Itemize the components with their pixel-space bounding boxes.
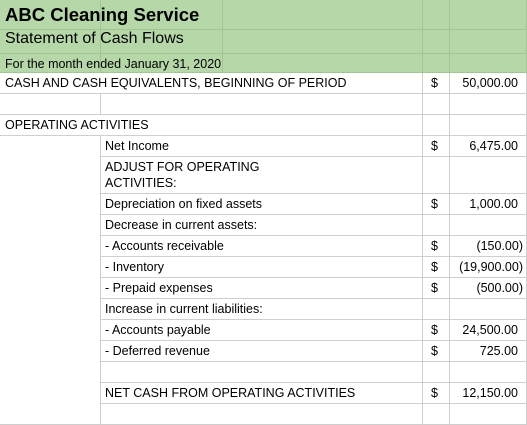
cell[interactable] <box>0 136 101 425</box>
cell[interactable] <box>423 157 450 194</box>
net-income-amount: 6,475.00 <box>469 139 518 153</box>
accounts-receivable-label: - Accounts receivable <box>105 239 224 253</box>
currency-symbol: $ <box>431 239 438 253</box>
accounts-payable-amount: 24,500.00 <box>462 323 518 337</box>
cell[interactable] <box>423 404 450 425</box>
increase-liabilities-label: Increase in current liabilities: <box>105 302 263 316</box>
cell[interactable] <box>101 404 423 425</box>
cell[interactable] <box>423 30 450 54</box>
net-cash-operating-amount: 12,150.00 <box>462 386 518 400</box>
cell[interactable] <box>450 299 527 320</box>
currency-symbol: $ <box>431 76 438 90</box>
cell[interactable] <box>423 362 450 383</box>
prepaid-expenses-amount: (500.00) <box>476 281 523 295</box>
adjust-label-continued: ACTIVITIES: <box>105 176 177 190</box>
cell[interactable] <box>0 94 101 115</box>
cell[interactable] <box>423 94 450 115</box>
cell[interactable] <box>450 362 527 383</box>
cell[interactable] <box>423 299 450 320</box>
cell[interactable] <box>450 30 527 54</box>
currency-symbol: $ <box>431 197 438 211</box>
currency-symbol: $ <box>431 386 438 400</box>
prepaid-expenses-label: - Prepaid expenses <box>105 281 213 295</box>
cell[interactable] <box>101 94 423 115</box>
period-label: For the month ended January 31, 2020 <box>5 57 222 71</box>
net-cash-operating-label: NET CASH FROM OPERATING ACTIVITIES <box>105 386 356 400</box>
accounts-payable-label: - Accounts payable <box>105 323 211 337</box>
currency-symbol: $ <box>431 323 438 337</box>
cell[interactable] <box>450 157 527 194</box>
deferred-revenue-label: - Deferred revenue <box>105 344 210 358</box>
cell[interactable] <box>450 404 527 425</box>
cell[interactable] <box>423 54 450 73</box>
decrease-assets-label: Decrease in current assets: <box>105 218 258 232</box>
cell[interactable] <box>450 54 527 73</box>
currency-symbol: $ <box>431 139 438 153</box>
inventory-amount: (19,900.00) <box>459 260 523 274</box>
cell[interactable] <box>450 0 527 30</box>
beginning-cash-amount: 50,000.00 <box>462 76 518 90</box>
cell[interactable] <box>450 115 527 136</box>
depreciation-label: Depreciation on fixed assets <box>105 197 263 211</box>
currency-symbol: $ <box>431 344 438 358</box>
cell[interactable] <box>450 94 527 115</box>
cell[interactable] <box>223 0 423 30</box>
adjust-label: ADJUST FOR OPERATING <box>105 160 260 174</box>
depreciation-amount: 1,000.00 <box>469 197 518 211</box>
cell[interactable] <box>101 362 423 383</box>
company-title: ABC Cleaning Service <box>5 4 200 25</box>
currency-symbol: $ <box>431 260 438 274</box>
beginning-cash-label: CASH AND CASH EQUIVALENTS, BEGINNING OF PERIOD <box>5 76 347 90</box>
cell[interactable] <box>423 215 450 236</box>
cell[interactable] <box>423 115 450 136</box>
cell[interactable] <box>450 215 527 236</box>
net-income-label: Net Income <box>105 139 169 153</box>
deferred-revenue-amount: 725.00 <box>479 344 518 358</box>
cell[interactable] <box>223 54 423 73</box>
statement-title: Statement of Cash Flows <box>5 30 184 47</box>
operating-section-label: OPERATING ACTIVITIES <box>5 118 149 132</box>
accounts-receivable-amount: (150.00) <box>476 239 523 253</box>
cell[interactable] <box>423 0 450 30</box>
currency-symbol: $ <box>431 281 438 295</box>
inventory-label: - Inventory <box>105 260 165 274</box>
cell[interactable] <box>223 30 423 54</box>
